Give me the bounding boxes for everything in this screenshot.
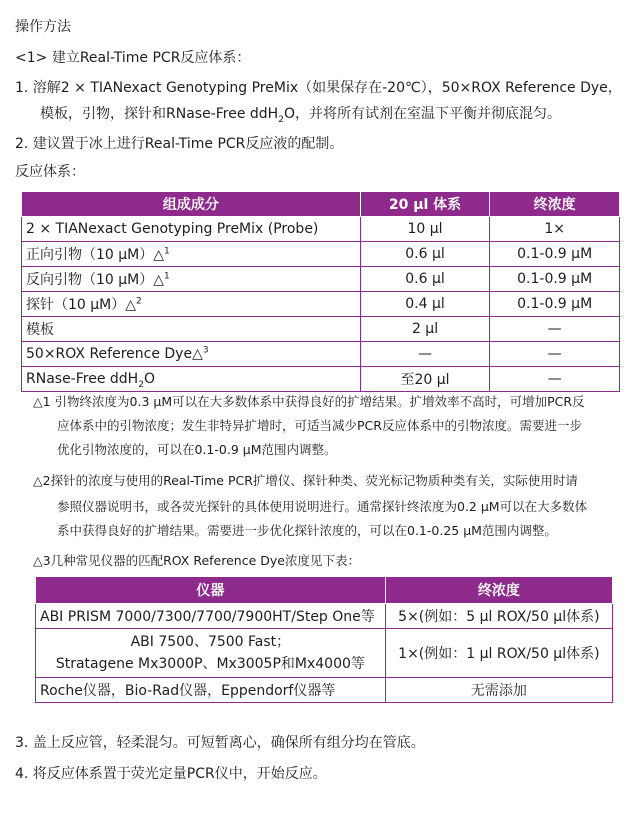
table-row bbox=[22, 217, 620, 242]
component-conc: 0.1-0.9 μM bbox=[490, 292, 620, 317]
component-volume: — bbox=[360, 342, 490, 367]
component-volume: 10 μl bbox=[360, 217, 490, 242]
instrument-name: Roche仪器，Bio-Rad仪器，Eppendorf仪器等 bbox=[36, 678, 386, 703]
component-name: 探针（10 μM）△$^2$ bbox=[22, 292, 361, 317]
header-component: 组成成分 bbox=[22, 192, 361, 217]
reaction-system-table bbox=[21, 191, 620, 392]
table-row bbox=[22, 242, 620, 267]
table-row bbox=[22, 292, 620, 317]
table-row bbox=[36, 678, 613, 703]
component-conc: 0.1-0.9 μM bbox=[490, 242, 620, 267]
component-volume: 0.6 μl bbox=[360, 267, 490, 292]
step-4: 4. 将反应体系置于荧光定量PCR仪中，开始反应。 bbox=[15, 766, 327, 782]
note-3: △3几种常见仪器的匹配ROX Reference Dye浓度见下表： bbox=[33, 553, 360, 568]
table-header-row bbox=[22, 192, 620, 217]
note-1-line-2: 应体系中的引物浓度；发生非特异扩增时，可适当减少PCR反应体系中的引物浓度。需要进一步 bbox=[57, 418, 582, 433]
component-volume: 0.6 μl bbox=[360, 242, 490, 267]
section-title: <1> 建立Real-Time PCR反应体系： bbox=[15, 50, 251, 66]
table-row bbox=[36, 629, 613, 678]
component-name: 50×ROX Reference Dye△$^3$ bbox=[22, 342, 361, 367]
component-volume: 至20 μl bbox=[360, 367, 490, 392]
component-name: RNase-Free ddH$_2$O bbox=[22, 367, 361, 392]
table-row bbox=[22, 342, 620, 367]
note-2-line-1: △2探针的浓度与使用的Real-Time PCR扩增仪、探针种类、荧光标记物质种类有关，实际使用时请 bbox=[33, 473, 578, 488]
component-name: 2 × TIANexact Genotyping PreMix (Probe) bbox=[22, 217, 361, 242]
header-volume: 20 μl 体系 bbox=[360, 192, 490, 217]
note-2-line-2: 参照仪器说明书，或各荧光探针的具体使用说明进行。通常探针终浓度为0.2 μM可以在大多数体 bbox=[57, 499, 588, 514]
header-final-conc: 终浓度 bbox=[385, 577, 612, 604]
step-3: 3. 盖上反应管，轻柔混匀。可短暂离心，确保所有组分均在管底。 bbox=[15, 735, 425, 751]
table-row bbox=[22, 317, 620, 342]
step-1-line-1: 1. 溶解2 × TIANexact Genotyping PreMix（如果保存在-20℃），50×ROX Reference Dye， bbox=[15, 80, 622, 96]
note-1-line-3: 优化引物浓度的，可以在0.1-0.9 μM范围内调整。 bbox=[57, 442, 337, 457]
step-1-line-2: 模板，引物，探针和RNase-Free ddH$_2$O，并将所有试剂在室温下平衡并彻底混匀。 bbox=[40, 106, 561, 125]
component-name: 反向引物（10 μM）△$^1$ bbox=[22, 267, 361, 292]
instrument-conc: 无需添加 bbox=[385, 678, 612, 703]
step-2: 2. 建议置于冰上进行Real-Time PCR反应液的配制。 bbox=[15, 136, 344, 152]
instrument-name: ABI PRISM 7000/7300/7700/7900HT/Step One等 bbox=[36, 604, 386, 629]
header-instrument: 仪器 bbox=[36, 577, 386, 604]
table-row bbox=[22, 367, 620, 392]
table-header-row bbox=[36, 577, 613, 604]
component-name: 模板 bbox=[22, 317, 361, 342]
component-conc: 1× bbox=[490, 217, 620, 242]
table-row bbox=[36, 604, 613, 629]
component-conc: 0.1-0.9 μM bbox=[490, 267, 620, 292]
rox-instrument-table bbox=[35, 576, 613, 703]
component-volume: 2 μl bbox=[360, 317, 490, 342]
component-volume: 0.4 μl bbox=[360, 292, 490, 317]
instrument-conc: 1×(例如：1 μl ROX/50 μl体系) bbox=[385, 629, 612, 678]
note-2-line-3: 系中获得良好的扩增结果。需要进一步优化探针浓度的，可以在0.1-0.25 μM范围内调整。 bbox=[57, 523, 557, 538]
header-final-conc: 终浓度 bbox=[490, 192, 620, 217]
reaction-system-label: 反应体系： bbox=[15, 164, 85, 180]
table-row bbox=[22, 267, 620, 292]
component-conc: — bbox=[490, 317, 620, 342]
component-name: 正向引物（10 μM）△$^1$ bbox=[22, 242, 361, 267]
note-1-line-1: △1 引物终浓度为0.3 μM可以在大多数体系中获得良好的扩增结果。扩增效率不高时，可增加PCR反 bbox=[33, 394, 585, 409]
component-conc: — bbox=[490, 342, 620, 367]
component-conc: — bbox=[490, 367, 620, 392]
instrument-conc: 5×(例如：5 μl ROX/50 μl体系) bbox=[385, 604, 612, 629]
instrument-name: ABI 7500、7500 Fast； Stratagene Mx3000P、Mx3005P和Mx4000等 bbox=[36, 629, 386, 678]
page-heading: 操作方法 bbox=[15, 19, 71, 35]
